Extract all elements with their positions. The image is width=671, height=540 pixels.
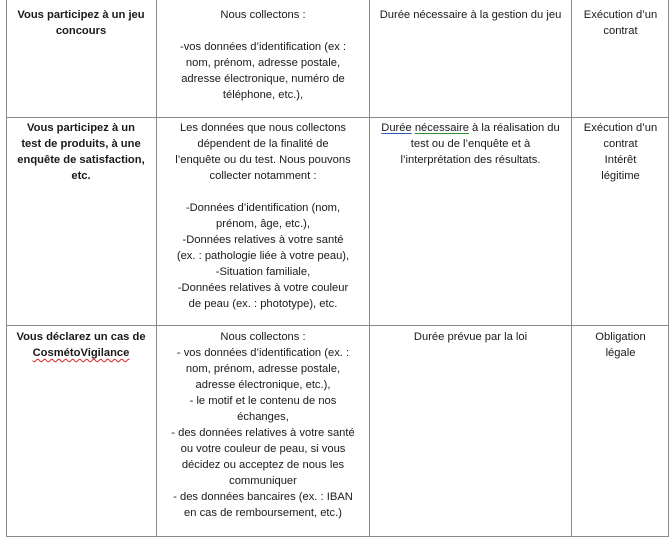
text-line: -Situation familiale, [215, 266, 311, 278]
text-line: échanges, [237, 411, 289, 423]
text-line: Exécution d’un [583, 122, 658, 134]
text-line: Intérêt [604, 154, 637, 166]
grammar-underlined-word: nécessaire [414, 122, 469, 134]
text-line: l’interprétation des résultats. [400, 154, 541, 166]
row-1-legal-basis [572, 7, 669, 39]
data-processing-table [6, 0, 669, 537]
text-line: nom, prénom, adresse postale, [185, 363, 341, 375]
text-line: -Données relatives à votre couleur [177, 282, 349, 294]
row-divider [6, 325, 669, 326]
text-line: -vos données d’identification (ex : [179, 41, 347, 53]
text-line: Vous participez à un jeu [17, 9, 145, 21]
text-line: adresse électronique, numéro de [181, 73, 345, 85]
text-line: - vos données d’identification (ex. : [176, 347, 350, 359]
text-line: ou votre couleur de peau, si vous [180, 443, 346, 455]
text-line: Exécution d’un [583, 9, 658, 21]
text-line: Vous participez à un [27, 122, 135, 134]
text-line: -Données relatives à votre santé [182, 234, 344, 246]
row-2-data-collected [157, 120, 369, 312]
row-3-legal-basis [572, 329, 669, 361]
text-line: légale [605, 347, 636, 359]
table-bottom-border [6, 536, 669, 537]
row-divider [6, 117, 669, 118]
spellcheck-underlined-word: CosmétoVigilance [32, 347, 130, 359]
text-line: communiquer [229, 475, 297, 487]
text-line: légitime [601, 170, 640, 182]
text-line: l’enquête ou du test. Nous pouvons [175, 154, 351, 166]
row-1-retention-duration [370, 7, 571, 23]
text-line: dépendent de la finalité de [197, 138, 329, 150]
text-line [370, 120, 571, 136]
text-line: décidez ou acceptez de nous les [181, 459, 345, 471]
text-line: prénom, âge, etc.), [216, 218, 310, 230]
text-line: Nous collectons : [220, 9, 306, 21]
table-left-border [6, 0, 7, 537]
text-line [6, 345, 156, 361]
spellcheck-underlined-word: Durée [381, 122, 412, 134]
text-line: nom, prénom, adresse postale, [185, 57, 341, 69]
text-line: enquête de satisfaction, [17, 154, 145, 166]
text-line: - le motif et le contenu de nos [189, 395, 337, 407]
table-right-border [668, 0, 669, 537]
text-line: - des données bancaires (ex. : IBAN [173, 491, 353, 503]
row-3-data-collected [157, 329, 369, 521]
text-line: -Données d’identification (nom, [185, 202, 341, 214]
column-divider [571, 0, 572, 537]
text-line: test ou de l’enquête et à [410, 138, 531, 150]
text-fragment: à la réalisation du [468, 122, 560, 134]
text-line: Durée nécessaire à la gestion du jeu [379, 9, 562, 21]
row-3-retention-duration [370, 329, 571, 345]
row-1-data-collected [157, 7, 369, 103]
text-line: (ex. : pathologie liée à votre peau), [176, 250, 350, 262]
text-line: collecter notamment : [209, 170, 317, 182]
text-line: contrat [603, 138, 638, 150]
text-line: contrat [603, 25, 638, 37]
row-2-legal-basis [572, 120, 669, 184]
blank-line [157, 184, 369, 200]
text-line: adresse électronique, etc.), [195, 379, 331, 391]
text-line: Obligation [595, 331, 646, 343]
text-line: Les données que nous collectons [179, 122, 347, 134]
row-2-retention-duration [370, 120, 571, 168]
column-divider [369, 0, 370, 537]
text-line: Nous collectons : [220, 331, 306, 343]
text-line: - des données relatives à votre santé [171, 427, 355, 439]
row-1-activity [6, 7, 156, 39]
row-2-activity [6, 120, 156, 184]
text-line: téléphone, etc.), [222, 89, 304, 101]
text-line: test de produits, à une [21, 138, 141, 150]
text-line: Vous déclarez un cas de [16, 331, 146, 343]
blank-line [157, 23, 369, 39]
text-line: de peau (ex. : phototype), etc. [188, 298, 338, 310]
text-line: concours [55, 25, 107, 37]
text-line: en cas de remboursement, etc.) [184, 507, 342, 519]
row-3-activity [6, 329, 156, 361]
text-line: etc. [71, 170, 91, 182]
text-line: Durée prévue par la loi [413, 331, 528, 343]
